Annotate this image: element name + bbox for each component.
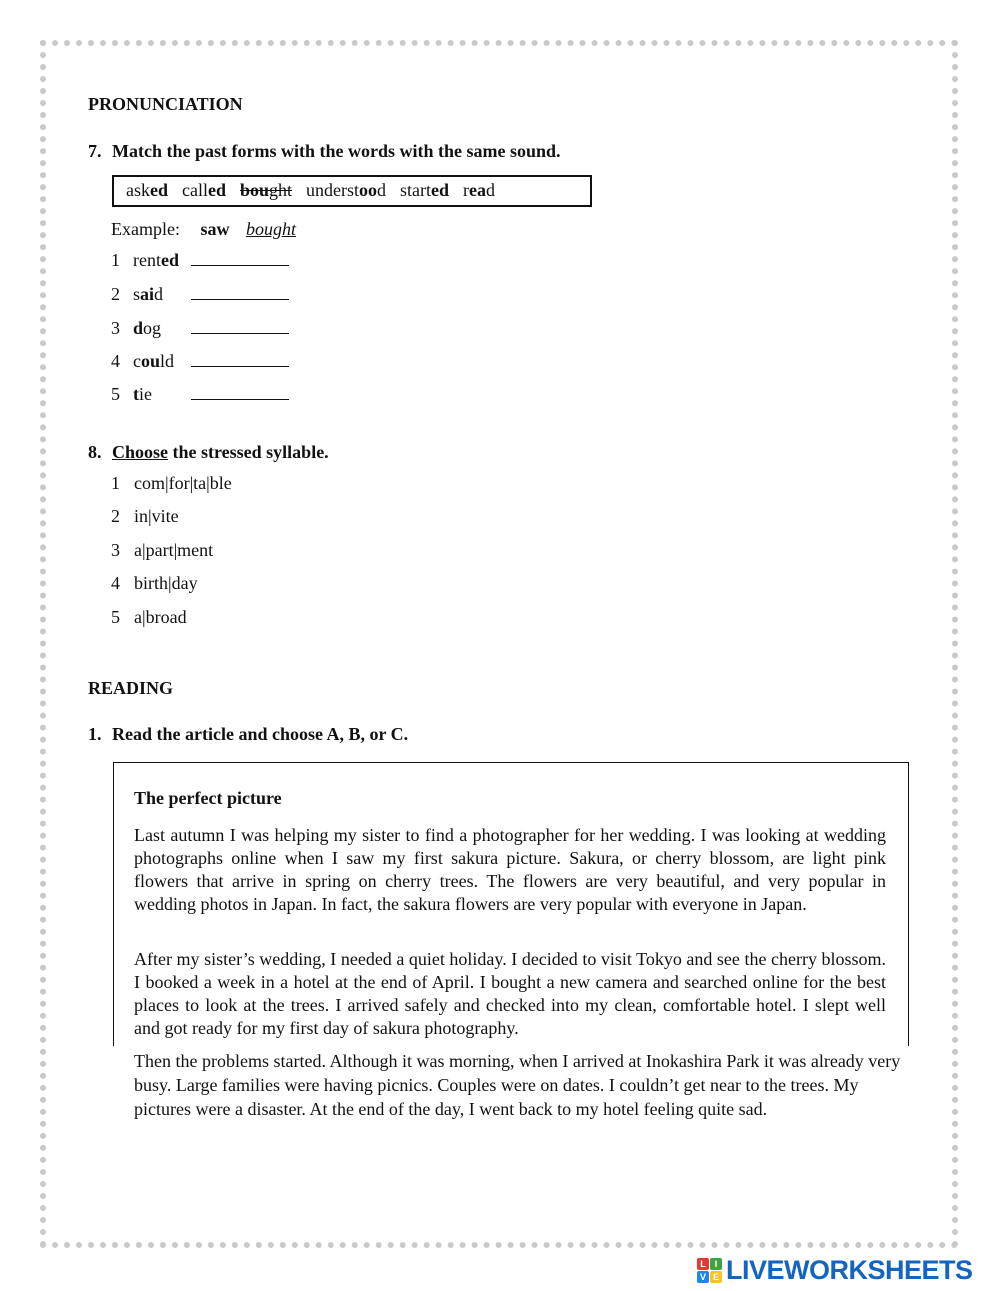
question-8-number: 8. <box>88 442 102 462</box>
stress-item[interactable] <box>111 607 187 628</box>
question-8-choose: Choose <box>112 442 169 462</box>
item-number: 2 <box>111 506 120 526</box>
syllable-word[interactable]: in|vite <box>134 506 179 526</box>
syllable-word[interactable]: birth|day <box>134 573 198 593</box>
logo-tile: I <box>710 1258 722 1270</box>
match-item <box>111 250 289 271</box>
article-paragraph-2: After my sister’s wedding, I needed a quiet holiday. I decided to visit Tokyo and see the cherry blossom. I booked a week in a hotel at the end of April. I bought a new camera and searched online for the best places to look at the trees. I arrived safely and checked into my clean, comfortable hotel. I slept well and got ready for my first day of sakura photography. <box>134 949 886 1038</box>
answer-blank[interactable] <box>191 251 289 266</box>
item-number: 3 <box>111 318 120 338</box>
question-7-title <box>88 141 561 162</box>
box-word: called <box>182 180 226 200</box>
stress-item[interactable] <box>111 540 213 561</box>
syllable-word[interactable]: a|broad <box>134 607 187 627</box>
example-word: saw <box>200 219 230 239</box>
box-word: asked <box>126 180 168 200</box>
item-number: 3 <box>111 540 120 560</box>
logo-tile: L <box>697 1258 709 1270</box>
answer-blank[interactable] <box>191 285 289 300</box>
item-number: 4 <box>111 351 120 371</box>
liveworksheets-logo-text: LIVEWORKSHEETS <box>726 1254 973 1285</box>
box-word: read <box>463 180 496 200</box>
article-paragraph-1: Last autumn I was helping my sister to find a photographer for her wedding. I was looking at wedding photographs online when I saw my first sakura picture. Sakura, or cherry blossom, are light pink flowers that arrive in spring on cherry trees. The flowers are very beautiful, and very popular in wedding photos in Japan. In fact, the sakura flowers are very popular with everyone in Japan. <box>134 825 886 914</box>
example-answer: bought <box>246 219 297 239</box>
word-box <box>112 175 592 207</box>
reading-question-1-number: 1. <box>88 724 102 744</box>
article-title: The perfect picture <box>134 788 282 808</box>
match-item <box>111 351 289 372</box>
reading-question-1-title <box>88 724 408 745</box>
item-number: 5 <box>111 607 120 627</box>
item-word: rented <box>133 250 179 270</box>
answer-blank[interactable] <box>191 385 289 400</box>
question-7-text: Match the past forms with the words with the same sound. <box>112 141 561 161</box>
match-item <box>111 284 289 305</box>
question-8-text: the stressed syllable. <box>168 442 329 462</box>
article-paragraph-3: Then the problems started. Although it was morning, when I arrived at Inokashira Park it was already very busy. Large families were having picnics. Couples were on dates. I couldn’t get near to the trees. My pictures were a disaster. At the end of the day, I went back to my hotel feeling quite sad. <box>134 1051 901 1119</box>
match-item <box>111 318 289 339</box>
stress-item[interactable] <box>111 506 179 527</box>
logo-tile: E <box>710 1271 722 1283</box>
logo-tile: V <box>697 1271 709 1283</box>
syllable-word[interactable]: com|for|ta|ble <box>134 473 232 493</box>
example-label: Example: <box>111 219 180 239</box>
reading-question-1-text: Read the article and choose A, B, or C. <box>112 724 409 744</box>
item-number: 5 <box>111 384 120 404</box>
item-word: dog <box>133 318 162 338</box>
item-word: tie <box>133 384 152 404</box>
liveworksheets-logo-icon <box>697 1258 722 1283</box>
syllable-word[interactable]: a|part|ment <box>134 540 214 560</box>
answer-blank[interactable] <box>191 352 289 367</box>
box-word: started <box>400 180 450 200</box>
match-item <box>111 384 289 405</box>
answer-blank[interactable] <box>191 319 289 334</box>
item-number: 2 <box>111 284 120 304</box>
stress-item[interactable] <box>111 473 232 494</box>
item-number: 1 <box>111 473 120 493</box>
item-word: could <box>133 351 175 371</box>
stress-item[interactable] <box>111 573 198 594</box>
question-7-number: 7. <box>88 141 102 161</box>
liveworksheets-logo <box>697 1256 973 1284</box>
box-word: bought <box>239 180 293 200</box>
item-number: 4 <box>111 573 120 593</box>
item-word: said <box>133 284 164 304</box>
example-line <box>111 219 296 240</box>
box-word: understood <box>306 180 387 200</box>
item-number: 1 <box>111 250 120 270</box>
section-heading-pronunciation: PRONUNCIATION <box>88 94 243 114</box>
question-8-title <box>88 442 329 463</box>
section-heading-reading: READING <box>88 678 174 698</box>
